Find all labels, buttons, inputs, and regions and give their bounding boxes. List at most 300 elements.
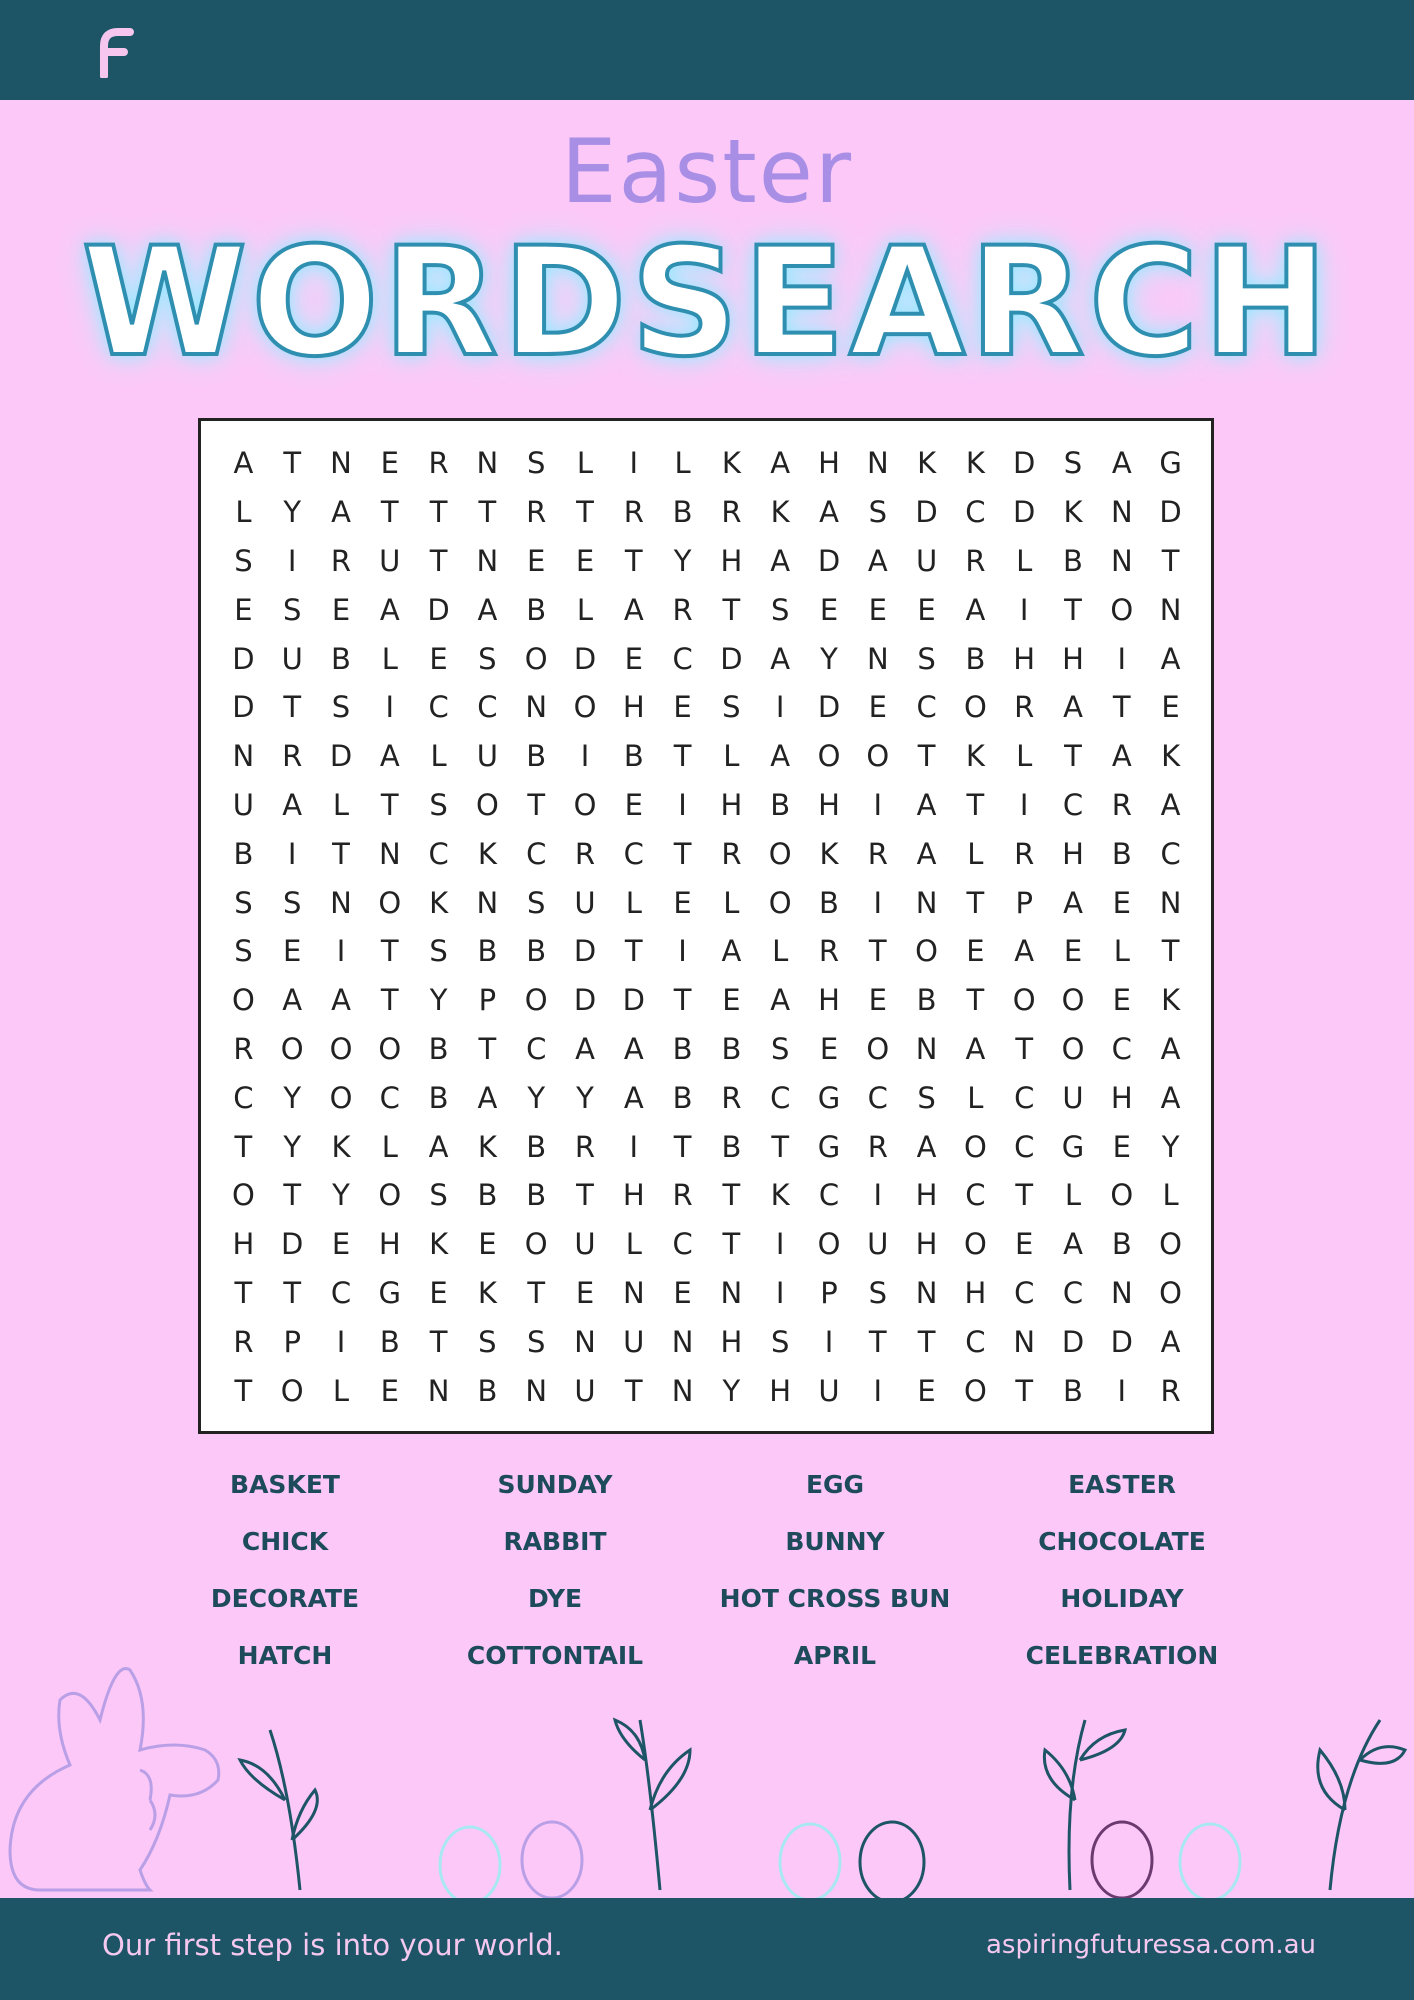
grid-letter: T xyxy=(283,446,302,481)
grid-letter: B xyxy=(672,1080,693,1115)
grid-letter: H xyxy=(915,1227,938,1262)
grid-letter: A xyxy=(1160,787,1181,822)
grid-letter: S xyxy=(526,1324,546,1359)
grid-letter: D xyxy=(915,495,938,530)
grid-letter: L xyxy=(772,934,789,969)
word-list-item: EASTER xyxy=(1068,1470,1176,1499)
grid-letter: E xyxy=(624,641,643,676)
grid-letter: T xyxy=(624,543,643,578)
grid-letter: T xyxy=(1064,739,1082,774)
grid-letter: E xyxy=(868,592,887,627)
flower-stem-icon xyxy=(240,1720,1405,1890)
grid-letter: I xyxy=(775,690,785,725)
grid-letter: S xyxy=(331,690,351,725)
grid-letter: E xyxy=(380,446,399,481)
grid-letter: C xyxy=(867,1080,888,1115)
grid-letter: B xyxy=(428,1031,449,1066)
grid-letter: T xyxy=(966,787,985,822)
grid-letter: N xyxy=(525,1373,548,1408)
bunny-outline-icon xyxy=(10,1669,219,1890)
grid-letter: T xyxy=(722,592,741,627)
grid-letter: O xyxy=(817,1227,841,1262)
grid-letter: C xyxy=(965,1178,986,1213)
grid-letter: A xyxy=(379,592,400,627)
grid-letter: S xyxy=(917,1080,936,1115)
grid-letter: E xyxy=(331,592,351,627)
grid-letter: H xyxy=(1013,641,1036,676)
grid-letter: N xyxy=(671,1373,694,1408)
grid-letter: T xyxy=(1064,592,1082,627)
grid-letter: E xyxy=(234,592,253,627)
grid-letter: O xyxy=(1012,983,1036,1018)
grid-letter: A xyxy=(1063,1227,1083,1262)
grid-letter: T xyxy=(478,1031,497,1066)
word-list-item: HATCH xyxy=(237,1641,333,1670)
grid-letter: E xyxy=(1112,885,1131,920)
grid-letter: B xyxy=(1063,1373,1083,1408)
grid-letter: I xyxy=(1019,787,1029,822)
word-list-item: EGG xyxy=(805,1470,865,1499)
grid-letter: Y xyxy=(722,1373,741,1408)
grid-letter: T xyxy=(429,495,448,530)
grid-letter: L xyxy=(1162,1178,1179,1213)
grid-letter: E xyxy=(1015,1227,1034,1262)
grid-letter: K xyxy=(1063,495,1083,530)
grid-letter: N xyxy=(671,1324,694,1359)
grid-letter: O xyxy=(475,787,499,822)
grid-letter: K xyxy=(965,446,985,481)
grid-letter: T xyxy=(380,495,399,530)
grid-letter: U xyxy=(232,787,255,822)
grid-letter: N xyxy=(720,1275,743,1310)
grid-letter: A xyxy=(331,983,351,1018)
grid-letter: A xyxy=(575,1031,595,1066)
wordsearch-grid xyxy=(198,418,1214,1434)
grid-letter: A xyxy=(770,446,791,481)
grid-letter: A xyxy=(282,983,303,1018)
grid-letter: E xyxy=(868,690,887,725)
grid-letter: S xyxy=(868,1275,887,1310)
grid-letter: T xyxy=(1015,1178,1034,1213)
grid-letter: S xyxy=(234,934,253,969)
grid-letter: C xyxy=(818,1178,840,1213)
grid-letter: N xyxy=(476,885,499,920)
grid-letter: I xyxy=(385,690,395,725)
grid-letter: T xyxy=(673,836,692,871)
grid-letter: L xyxy=(674,446,691,481)
grid-letter: A xyxy=(1063,885,1083,920)
grid-letter: T xyxy=(966,983,985,1018)
grid-letter: C xyxy=(1014,1129,1035,1164)
grid-letter: S xyxy=(234,543,253,578)
grid-letter: E xyxy=(673,1275,692,1310)
grid-letter: S xyxy=(917,641,936,676)
grid-letter: D xyxy=(817,543,841,578)
grid-letter: A xyxy=(331,495,351,530)
grid-letter: R xyxy=(428,446,449,481)
grid-letter: R xyxy=(1160,1373,1181,1408)
grid-letter: B xyxy=(770,787,791,822)
grid-letter: E xyxy=(624,787,643,822)
grid-letter: S xyxy=(1063,446,1083,481)
grid-letter: A xyxy=(623,1031,644,1066)
grid-letter: K xyxy=(477,836,497,871)
grid-letter: R xyxy=(672,1178,693,1213)
grid-letter: Y xyxy=(673,543,692,578)
grid-letter: D xyxy=(1013,495,1036,530)
grid-letter: H xyxy=(720,787,743,822)
grid-letter: E xyxy=(575,1275,595,1310)
stylized-f-logo-icon xyxy=(96,26,136,78)
grid-letter: H xyxy=(720,543,743,578)
grid-letter: T xyxy=(478,495,497,530)
grid-letter: E xyxy=(1112,983,1131,1018)
grid-letter: I xyxy=(873,885,883,920)
grid-letter: R xyxy=(1111,787,1132,822)
grid-letter: C xyxy=(965,1324,986,1359)
grid-letter: P xyxy=(820,1275,838,1310)
grid-letter: A xyxy=(623,1080,644,1115)
word-list-item: SUNDAY xyxy=(497,1470,613,1499)
grid-letter: H xyxy=(1110,1080,1133,1115)
grid-letter: B xyxy=(526,592,547,627)
footer-tagline: Our first step is into your world. xyxy=(102,1928,563,1962)
grid-letter: I xyxy=(873,1178,883,1213)
grid-letter: E xyxy=(1161,690,1180,725)
grid-letter: O xyxy=(768,885,792,920)
grid-letter: T xyxy=(234,1275,253,1310)
footer-bar xyxy=(0,1898,1414,2000)
grid-letter: I xyxy=(629,1129,639,1164)
grid-letter: N xyxy=(1159,592,1182,627)
grid-letter: I xyxy=(1117,1373,1127,1408)
grid-letter: D xyxy=(1013,446,1036,481)
grid-letter: O xyxy=(524,641,548,676)
grid-letter: K xyxy=(477,1129,497,1164)
title-wordsearch: WORDSEARCH xyxy=(81,216,1333,390)
grid-letter: I xyxy=(678,934,687,969)
grid-letter: L xyxy=(1064,1178,1082,1213)
grid-letter: H xyxy=(964,1275,987,1310)
grid-letter: S xyxy=(770,1324,790,1359)
grid-letter: C xyxy=(672,641,693,676)
grid-letter: P xyxy=(478,983,497,1018)
grid-letter: O xyxy=(231,983,255,1018)
grid-letter: E xyxy=(575,543,595,578)
grid-letter: T xyxy=(576,495,594,530)
grid-letter: S xyxy=(722,690,741,725)
word-list-item: CHOCOLATE xyxy=(1038,1527,1206,1556)
grid-letter: U xyxy=(476,739,498,774)
grid-letter: B xyxy=(721,1129,742,1164)
grid-letter: S xyxy=(526,446,546,481)
grid-letter: T xyxy=(429,543,448,578)
grid-letter: T xyxy=(673,739,692,774)
grid-letter: R xyxy=(574,836,596,871)
grid-letter: G xyxy=(817,1080,841,1115)
grid-letter: O xyxy=(378,1031,402,1066)
grid-letter: E xyxy=(1063,934,1083,969)
grid-letter: B xyxy=(477,934,498,969)
grid-letter: H xyxy=(378,1227,401,1262)
grid-letter: O xyxy=(329,1031,353,1066)
word-list-item: RABBIT xyxy=(503,1527,607,1556)
grid-letter: A xyxy=(916,836,937,871)
grid-letter: A xyxy=(1160,1080,1181,1115)
grid-letter: E xyxy=(380,1373,399,1408)
grid-letter: B xyxy=(623,739,644,774)
grid-letter: B xyxy=(526,739,547,774)
grid-letter: O xyxy=(1110,1178,1134,1213)
word-list-item: CELEBRATION xyxy=(1025,1641,1219,1670)
grid-letter: T xyxy=(576,1178,594,1213)
grid-letter: T xyxy=(380,787,399,822)
grid-letter: B xyxy=(526,934,547,969)
grid-letter: T xyxy=(429,1324,448,1359)
grid-letter: N xyxy=(574,1324,596,1359)
grid-letter: B xyxy=(916,983,937,1018)
grid-letter: O xyxy=(378,885,402,920)
grid-letter: R xyxy=(721,836,742,871)
grid-letter: U xyxy=(281,641,303,676)
grid-letter: Y xyxy=(429,983,448,1018)
grid-letter: E xyxy=(478,1227,497,1262)
grid-letter: E xyxy=(429,641,448,676)
grid-letter: O xyxy=(280,1373,304,1408)
grid-letter: K xyxy=(429,1227,449,1262)
grid-letter: N xyxy=(1013,1324,1036,1359)
grid-letter: U xyxy=(818,1373,840,1408)
grid-letter: A xyxy=(770,983,791,1018)
grid-letter: R xyxy=(721,1080,742,1115)
grid-letter: L xyxy=(381,641,398,676)
easter-decoration xyxy=(0,1640,1414,1900)
grid-letter: O xyxy=(1159,1275,1182,1310)
grid-letter: K xyxy=(770,495,790,530)
grid-letter: Y xyxy=(283,495,302,530)
grid-letter: T xyxy=(332,836,350,871)
grid-letter: R xyxy=(1014,690,1035,725)
grid-letter: D xyxy=(232,690,255,725)
grid-letter: I xyxy=(873,1373,883,1408)
grid-letter: C xyxy=(477,690,498,725)
grid-letter: C xyxy=(1014,1080,1035,1115)
grid-letter: E xyxy=(527,543,546,578)
grid-letter: I xyxy=(824,1324,834,1359)
grid-letter: L xyxy=(723,885,740,920)
grid-letter: T xyxy=(624,934,643,969)
grid-letter: U xyxy=(574,1373,596,1408)
grid-letter: N xyxy=(915,1275,938,1310)
grid-letter: B xyxy=(379,1324,400,1359)
grid-letter: A xyxy=(770,739,791,774)
word-list-item: BUNNY xyxy=(785,1527,885,1556)
grid-letter: D xyxy=(622,983,645,1018)
grid-letter: O xyxy=(1159,1227,1182,1262)
grid-letter: C xyxy=(233,1080,254,1115)
grid-letter: E xyxy=(673,690,692,725)
grid-letter: N xyxy=(866,446,889,481)
letter-grid xyxy=(219,439,1195,1415)
grid-letter: L xyxy=(1016,739,1033,774)
grid-letter: L xyxy=(576,592,594,627)
grid-letter: L xyxy=(332,1373,350,1408)
grid-letter: C xyxy=(1111,1031,1132,1066)
grid-letter: I xyxy=(775,1275,785,1310)
grid-letter: K xyxy=(819,836,839,871)
grid-letter: T xyxy=(673,1129,692,1164)
grid-letter: L xyxy=(625,1227,642,1262)
grid-letter: D xyxy=(329,739,353,774)
grid-letter: A xyxy=(477,1080,498,1115)
grid-letter: C xyxy=(526,1031,547,1066)
grid-letter: O xyxy=(1110,592,1134,627)
grid-letter: C xyxy=(916,690,937,725)
grid-letter: U xyxy=(623,1324,645,1359)
grid-letter: D xyxy=(1061,1324,1085,1359)
grid-letter: A xyxy=(477,592,498,627)
grid-letter: O xyxy=(817,739,841,774)
grid-letter: D xyxy=(573,983,597,1018)
grid-letter: B xyxy=(721,1031,742,1066)
grid-letter: T xyxy=(1161,543,1180,578)
title-easter: Easter xyxy=(560,120,854,223)
word-list-item: APRIL xyxy=(793,1641,877,1670)
grid-letter: R xyxy=(867,1129,888,1164)
grid-letter: K xyxy=(477,1275,497,1310)
grid-letter: Y xyxy=(1161,1129,1180,1164)
footer-website: aspiringfuturessa.com.au xyxy=(985,1930,1316,1960)
grid-letter: L xyxy=(723,739,740,774)
grid-letter: O xyxy=(963,1129,987,1164)
grid-letter: B xyxy=(819,885,839,920)
grid-letter: B xyxy=(477,1178,498,1213)
grid-letter: E xyxy=(917,592,936,627)
grid-letter: U xyxy=(379,543,401,578)
grid-letter: B xyxy=(672,1031,693,1066)
grid-letter: A xyxy=(770,641,791,676)
grid-letter: P xyxy=(1015,885,1033,920)
grid-letter: B xyxy=(1063,543,1083,578)
grid-letter: N xyxy=(1110,543,1133,578)
grid-letter: S xyxy=(526,885,546,920)
grid-letter: T xyxy=(527,1275,546,1310)
grid-letter: D xyxy=(720,641,743,676)
grid-letter: H xyxy=(1062,836,1084,871)
grid-letter: G xyxy=(378,1275,402,1310)
grid-letter: G xyxy=(1159,446,1182,481)
grid-letter: S xyxy=(282,885,302,920)
grid-letter: C xyxy=(770,1080,791,1115)
grid-letter: T xyxy=(380,983,399,1018)
grid-letter: Y xyxy=(527,1080,546,1115)
grid-letter: A xyxy=(1160,641,1181,676)
grid-letter: B xyxy=(1111,1227,1132,1262)
word-list-item: CHICK xyxy=(241,1527,329,1556)
grid-letter: O xyxy=(524,1227,548,1262)
grid-letter: A xyxy=(1160,1031,1181,1066)
grid-letter: H xyxy=(818,787,840,822)
grid-letter: B xyxy=(477,1373,498,1408)
grid-letter: S xyxy=(868,495,887,530)
grid-letter: T xyxy=(966,885,985,920)
grid-letter: U xyxy=(574,885,596,920)
grid-letter: A xyxy=(819,495,839,530)
grid-letter: L xyxy=(576,446,594,481)
grid-letter: U xyxy=(867,1227,889,1262)
grid-letter: T xyxy=(673,983,692,1018)
grid-letter: O xyxy=(1061,1031,1085,1066)
easter-egg-icon xyxy=(440,1822,1240,1900)
grid-letter: A xyxy=(379,739,400,774)
grid-letter: O xyxy=(915,934,938,969)
grid-letter: A xyxy=(965,1031,986,1066)
grid-letter: Y xyxy=(283,1080,302,1115)
grid-letter: T xyxy=(771,1129,790,1164)
grid-letter: Y xyxy=(332,1178,350,1213)
grid-letter: L xyxy=(430,739,447,774)
grid-letter: Y xyxy=(576,1080,594,1115)
grid-letter: D xyxy=(281,1227,304,1262)
grid-letter: T xyxy=(868,1324,887,1359)
grid-letter: R xyxy=(867,836,888,871)
grid-letter: G xyxy=(817,1129,841,1164)
grid-letter: H xyxy=(622,1178,645,1213)
grid-letter: R xyxy=(721,495,742,530)
grid-letter: I xyxy=(287,543,297,578)
grid-letter: L xyxy=(967,836,984,871)
word-list-item: HOLIDAY xyxy=(1060,1584,1184,1613)
grid-letter: Y xyxy=(820,641,838,676)
grid-letter: T xyxy=(1161,934,1180,969)
grid-letter: O xyxy=(963,1227,987,1262)
grid-letter: N xyxy=(476,543,499,578)
grid-letter: A xyxy=(770,543,791,578)
grid-letter: S xyxy=(429,787,448,822)
grid-letter: H xyxy=(769,1373,792,1408)
grid-letter: B xyxy=(428,1080,449,1115)
grid-letter: S xyxy=(234,885,253,920)
grid-letter: I xyxy=(1019,592,1029,627)
grid-letter: D xyxy=(1159,495,1182,530)
grid-letter: E xyxy=(819,592,839,627)
grid-letter: A xyxy=(916,787,937,822)
grid-letter: S xyxy=(478,641,497,676)
top-bar xyxy=(0,0,1414,100)
grid-letter: A xyxy=(721,934,742,969)
grid-letter: O xyxy=(963,1373,987,1408)
grid-letter: A xyxy=(1014,934,1035,969)
grid-letter: A xyxy=(916,1129,937,1164)
grid-letter: A xyxy=(282,787,303,822)
grid-letter: D xyxy=(427,592,450,627)
grid-letter: U xyxy=(574,1227,596,1262)
grid-letter: O xyxy=(231,1178,255,1213)
grid-letter: C xyxy=(623,836,644,871)
grid-letter: L xyxy=(625,885,642,920)
grid-letter: H xyxy=(720,1324,743,1359)
grid-letter: N xyxy=(427,1373,450,1408)
grid-letter: T xyxy=(868,934,887,969)
grid-letter: A xyxy=(867,543,888,578)
grid-letter: R xyxy=(818,934,840,969)
grid-letter: I xyxy=(336,1324,346,1359)
grid-letter: I xyxy=(580,739,590,774)
grid-letter: E xyxy=(331,1227,351,1262)
grid-letter: O xyxy=(768,836,792,871)
grid-letter: B xyxy=(1111,836,1132,871)
grid-letter: S xyxy=(770,592,790,627)
